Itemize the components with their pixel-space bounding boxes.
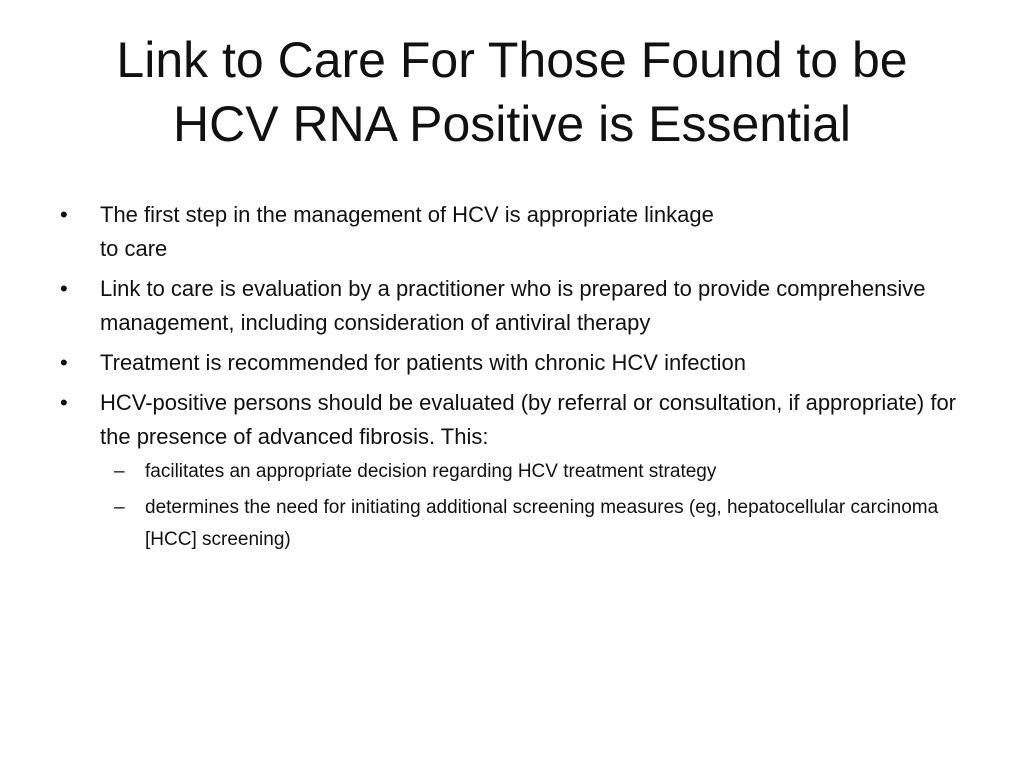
bullet-text: Link to care is evaluation by a practitioner who is prepared to provide comprehensive management, including consideration of antiviral therapy xyxy=(100,276,926,335)
bullet-item-4 xyxy=(56,386,956,556)
sub-bullet-list xyxy=(100,456,956,556)
bullet-list xyxy=(56,198,956,562)
bullet-text-line-1: The first step in the management of HCV is appropriate linkage xyxy=(100,202,714,227)
bullet-icon: • xyxy=(60,202,68,227)
bullet-text: Treatment is recommended for patients with chronic HCV infection xyxy=(100,350,747,375)
bullet-item-1 xyxy=(56,198,956,266)
bullet-item-2 xyxy=(56,272,956,340)
bullet-text: HCV-positive persons should be evaluated (by referral or consultation, if appropriate) for the presence of advanced fibrosis. This: xyxy=(100,390,957,449)
title-line-1: Link to Care For Those Found to be xyxy=(116,32,908,88)
slide-title xyxy=(40,28,984,156)
title-line-2: HCV RNA Positive is Essential xyxy=(172,96,851,152)
dash-icon: – xyxy=(114,461,125,482)
bullet-icon: • xyxy=(60,276,68,301)
bullet-item-3 xyxy=(56,346,956,380)
bullet-icon: • xyxy=(60,350,68,375)
bullet-text-line-2: to care xyxy=(100,236,168,261)
bullet-icon: • xyxy=(60,390,68,415)
sub-bullet-item-2 xyxy=(100,492,956,556)
dash-icon: – xyxy=(114,497,125,518)
sub-bullet-text: determines the need for initiating additional screening measures (eg, hepatocellular carcinoma [HCC] screening) xyxy=(145,497,939,550)
sub-bullet-text: facilitates an appropriate decision regarding HCV treatment strategy xyxy=(145,461,717,482)
sub-bullet-item-1 xyxy=(100,456,956,488)
